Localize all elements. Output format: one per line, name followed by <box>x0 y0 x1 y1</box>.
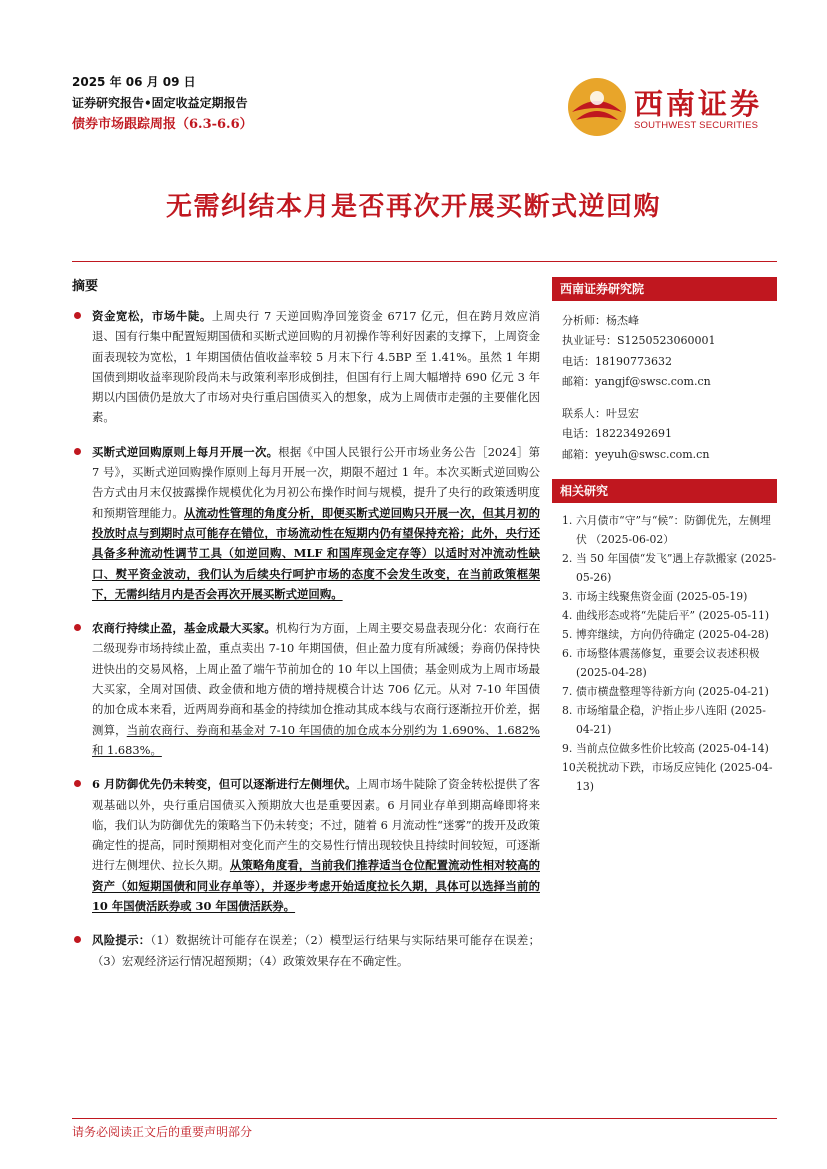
spacer <box>562 392 767 404</box>
list-item-text: 债市横盘整理等待新方向 (2025-04-21) <box>576 685 769 699</box>
list-item[interactable] <box>562 701 777 739</box>
bullet-icon <box>74 448 81 455</box>
list-item-text: 市场主线聚焦资金面 (2025-05-19) <box>576 590 748 604</box>
abstract-paragraph-3 <box>72 618 540 760</box>
bullet-icon <box>74 780 81 787</box>
list-item-number: 8. <box>562 704 573 718</box>
list-item-text: 当前点位做多性价比较高 (2025-04-14) <box>576 742 769 756</box>
logo-name: 西南证券 <box>634 87 763 121</box>
related-title: 相关研究 <box>552 479 777 503</box>
contact-email[interactable]: 邮箱：yeyuh@swsc.com.cn <box>562 447 710 461</box>
list-item[interactable] <box>562 644 777 682</box>
list-item-number: 7. <box>562 685 573 699</box>
list-item-number: 2. <box>562 552 573 566</box>
list-item-number: 1. <box>562 514 573 528</box>
footer-note: 请务必阅读正文后的重要声明部分 <box>72 1125 253 1139</box>
footer-divider <box>72 1118 777 1119</box>
logo-english-name: SOUTHWEST SECURITIES <box>634 120 759 131</box>
related-research <box>552 479 777 796</box>
list-item-text: 博弈继续，方向仍待确定 (2025-04-28) <box>576 628 769 642</box>
contact-name: 联系人：叶昱宏 <box>562 407 639 421</box>
list-item-number: 6. <box>562 647 573 661</box>
paragraph-body: 上周央行 7 天逆回购净回笼资金 6717 亿元，但在跨月效应消退、国有行集中配置短期国债和买断式逆回购的月初操作等利好因素的支撑下，上周资金面表现较为宽松，1 年期国债估值收益率较 5 月末下行 4.5BP 至 1.41%。虽然 1 年期国债到期收益率现阶段尚未与政策利率形成倒挂，但国有行上周大幅增持 690 亿元 3 年期以内国债仍是放大了市场对央行重启国债买入的想象，成为上周债市走强的主要催化因素。 <box>92 309 540 425</box>
analyst-contact <box>552 301 777 465</box>
abstract-heading: 摘要 <box>72 279 99 294</box>
report-type: 证券研究报告•固定收益定期报告 <box>72 96 248 110</box>
paragraph-underline: 当前农商行、券商和基金对 7-10 年国债的加仓成本分别约为 1.690%、1.682%和 1.683%。 <box>92 722 540 757</box>
paragraph-body: （1）数据统计可能存在误差；（2）模型运行结果与实际结果可能存在误差；（3）宏观经济运行情况超预期；（4）政策效果存在不确定性。 <box>92 933 540 968</box>
analyst-cert: 执业证号：S1250523060001 <box>562 334 716 348</box>
list-item[interactable] <box>562 682 777 701</box>
abstract-paragraph-2 <box>72 442 540 604</box>
page-title: 无需纠结本月是否再次开展买断式逆回购 <box>165 192 661 222</box>
list-item[interactable] <box>562 625 777 644</box>
list-item-number: 4. <box>562 609 573 623</box>
bullet-icon <box>74 936 81 943</box>
list-item-number: 10. <box>562 761 580 775</box>
list-item[interactable] <box>562 606 777 625</box>
list-item-text: 曲线形态或将“先陡后平” (2025-05-11) <box>576 609 770 623</box>
logo-emblem-icon <box>566 76 628 138</box>
list-item[interactable] <box>562 758 777 796</box>
bullet-icon <box>74 624 81 631</box>
analyst-email[interactable]: 邮箱：yangjf@swsc.com.cn <box>562 374 711 388</box>
title-divider <box>72 261 777 262</box>
list-item-text: 市场整体震荡修复，重要会议表述积极 (2025-04-28) <box>576 647 760 680</box>
company-logo <box>566 76 771 136</box>
bullet-icon <box>74 312 81 319</box>
contact-phone: 电话：18223492691 <box>562 427 672 441</box>
related-list <box>552 503 777 796</box>
abstract-section <box>72 277 540 985</box>
paragraph-body: 机构行为方面，上周主要交易盘表现分化：农商行在二级现券市场持续止盈，重点卖出 7-10 年期国债，但止盈力度有所减缓；券商仍保持快进快出的交易风格，上周止盈了端午节前加仓的 10 年以上国债；基金则成为上周市场最大买家，全周对国债、政金债和地方债的增持规模合计达 706 亿元。从对 7-10 年国债的加仓成本来看，近两周券商和基金的持续加仓推动其成本线与农商行逐渐拉开价差，据测算， <box>92 621 540 737</box>
report-date: 2025 年 06 月 09 日 <box>72 75 196 89</box>
institute-title: 西南证券研究院 <box>552 277 777 301</box>
report-series: 债券市场跟踪周报（6.3-6.6） <box>72 117 253 132</box>
list-item[interactable] <box>562 511 777 549</box>
report-header <box>72 72 492 135</box>
abstract-paragraph-4 <box>72 774 540 916</box>
sidebar <box>552 277 777 796</box>
list-item-number: 9. <box>562 742 573 756</box>
abstract-paragraph-1 <box>72 306 540 428</box>
paragraph-body: 根据《中国人民银行公开市场业务公告［2024］第 7 号》，买断式逆回购操作原则上每月开展一次，期限不超过 1 年。本次买断式逆回购公告方式由月末仅披露操作规模优化为月初公布操作时间与规模，提升了央行的政策透明度和预期管理能力。 <box>92 444 540 520</box>
list-item-text: 市场缩量企稳，沪指止步八连阳 (2025-04-21) <box>576 704 766 737</box>
paragraph-lead: 风险提示： <box>92 933 151 948</box>
paragraph-lead: 6 月防御优先仍未转变，但可以逐渐进行左侧埋伏。 <box>92 777 357 792</box>
list-item-text: 六月债市“守”与“候”：防御优先，左侧埋伏 （2025-06-02） <box>576 514 771 547</box>
list-item-text: 关税扰动下跌，市场反应钝化 (2025-04-13) <box>576 761 773 794</box>
paragraph-lead: 农商行持续止盈，基金成最大买家。 <box>92 621 276 636</box>
analyst-phone: 电话：18190773632 <box>562 354 672 368</box>
list-item-number: 3. <box>562 590 573 604</box>
paragraph-lead: 资金宽松，市场牛陡。 <box>92 309 212 323</box>
paragraph-body: 上周市场牛陡除了资金转松提供了客观基础以外，央行重启国债买入预期放大也是重要因素。6 月同业存单到期高峰即将来临，我们认为防御优先的策略当下仍未转变；不过，随着 6 月流动性“迷雾”的拨开及政策确定性的提高，同时预期相对变化而产生的交易性行情出现较快且持续时间较短，可逐渐进行左侧埋伏、拉长久期。 <box>92 777 540 873</box>
paragraph-emphasis: 从策略角度看，当前我们推荐适当仓位配置流动性相对较高的资产（如短期国债和同业存单等），并逐步考虑开始适度拉长久期，具体可以选择当前的 10 年国债活跃券或 30 年国债活跃券。 <box>92 858 540 914</box>
risk-warning <box>72 930 540 971</box>
paragraph-emphasis: 从流动性管理的角度分析，即便买断式逆回购只开展一次，但其月初的投放时点与到期时点可能存在错位，市场流动性在短期内仍有望保持充裕；此外，央行还具备多种流动性调节工具（如逆回购、MLF 和国库现金定存等）以适时对冲流动性缺口、熨平资金波动，我们认为后续央行呵护市场的态度不会发生改变，在当前政策框架下，无需纠结月内是否会再次开展买断式逆回购。 <box>92 505 540 601</box>
list-item-text: 当 50 年国债“发飞”遇上存款搬家 (2025-05-26) <box>576 552 776 585</box>
analyst-name: 分析师：杨杰峰 <box>562 314 639 327</box>
list-item[interactable] <box>562 549 777 587</box>
list-item[interactable] <box>562 587 777 606</box>
list-item-number: 5. <box>562 628 573 642</box>
list-item[interactable] <box>562 739 777 758</box>
paragraph-lead: 买断式逆回购原则上每月开展一次。 <box>92 444 279 459</box>
